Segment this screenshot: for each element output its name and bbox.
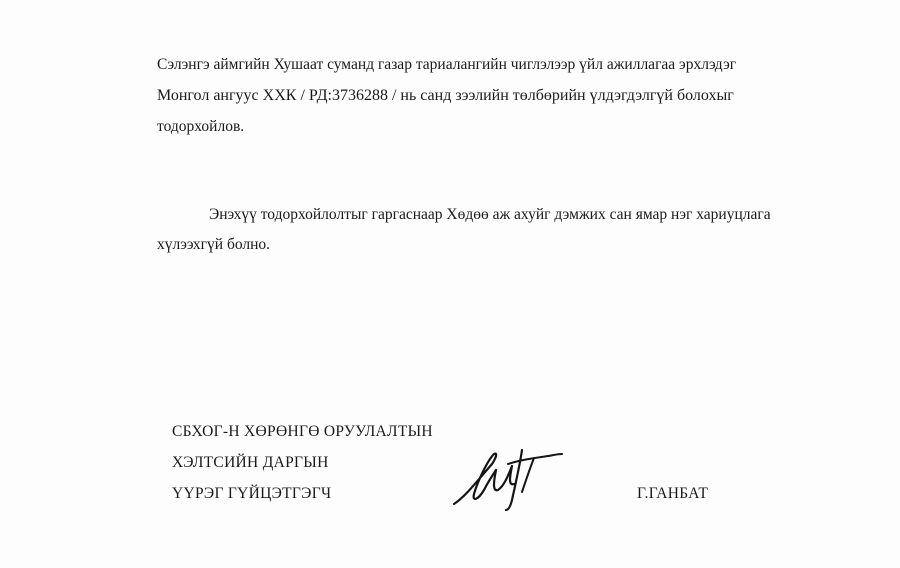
- handwritten-signature: [448, 440, 568, 512]
- signatory-title-line-2: ХЭЛТСИЙН ДАРГЫН: [172, 454, 329, 471]
- signatory-title-line-1: СБХОГ-Н ХӨРӨНГӨ ОРУУЛАЛТЫН: [172, 423, 433, 440]
- paragraph-2-line-2: хүлээхгүй болно.: [157, 236, 271, 253]
- signer-name: Г.ГАНБАТ: [637, 485, 709, 502]
- signatory-title-line-3: ҮҮРЭГ ГҮЙЦЭТГЭГЧ: [172, 485, 332, 502]
- paragraph-1-line-1: Сэлэнгэ аймгийн Хушаат суманд газар тариалангийн чиглэлээр үйл ажиллагаа эрхлэдэг: [157, 56, 737, 73]
- paragraph-1-line-2: Монгол ангуус ХХК / РД:3736288 / нь санд зээлийн төлбөрийн үлдэгдэлгүй болохыг: [157, 87, 734, 104]
- paragraph-1-line-3: тодорхойлов.: [157, 118, 245, 135]
- paragraph-2-line-1: Энэхүү тодорхойлолтыг гаргаснаар Хөдөө аж ахуйг дэмжих сан ямар нэг хариуцлага: [209, 206, 771, 223]
